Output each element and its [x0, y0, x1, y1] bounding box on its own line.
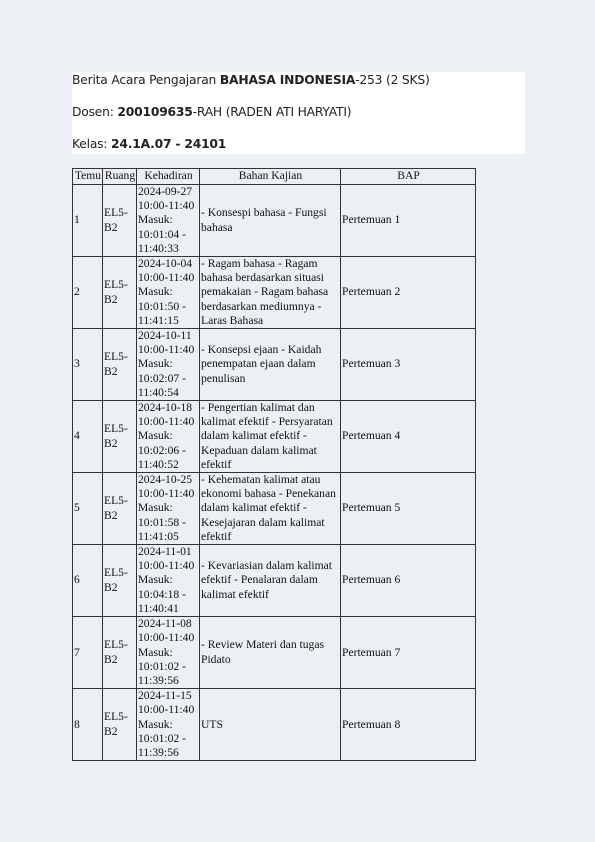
cell-kehadiran	[137, 185, 200, 257]
column-header-ruang: Ruang	[103, 169, 137, 185]
cell-bahan-kajian: - Kehematan kalimat atau ekonomi bahasa - Penekanan dalam kalimat efektif - Kesejajaran dalam kalimat efektif	[200, 473, 341, 545]
attendance-masuk-from: 10:01:02 -	[138, 731, 186, 745]
cell-bap: Pertemuan 7	[341, 617, 476, 689]
cell-ruang: EL5-B2	[103, 401, 137, 473]
cell-temu: 5	[73, 473, 103, 545]
attendance-date: 2024-09-27	[138, 185, 193, 198]
attendance-masuk-to: 11:39:56	[138, 745, 179, 759]
cell-temu: 7	[73, 617, 103, 689]
table-row	[73, 257, 476, 329]
lecturer-label: Dosen:	[72, 105, 118, 119]
cell-bahan-kajian: - Konsepsi ejaan - Kaidah penempatan ejaan dalam penulisan	[200, 329, 341, 401]
attendance-date: 2024-11-01	[138, 545, 192, 559]
attendance-date: 2024-10-11	[138, 329, 192, 343]
cell-ruang: EL5-B2	[103, 545, 137, 617]
cell-temu: 1	[73, 185, 103, 257]
attendance-masuk-from: 10:02:07 -	[138, 371, 186, 385]
cell-ruang: EL5-B2	[103, 689, 137, 761]
attendance-masuk-label: Masuk:	[138, 645, 173, 659]
attendance-date: 2024-10-25	[138, 473, 193, 487]
attendance-date: 2024-11-08	[138, 617, 192, 631]
attendance-date: 2024-10-18	[138, 401, 193, 415]
cell-kehadiran	[137, 473, 200, 545]
cell-bap: Pertemuan 2	[341, 257, 476, 329]
table-row	[73, 401, 476, 473]
cell-kehadiran	[137, 257, 200, 329]
lecturer-name: -RAH (RADEN ATI HARYATI)	[192, 105, 352, 119]
attendance-masuk-to: 11:40:33	[138, 241, 179, 255]
attendance-masuk-from: 10:01:50 -	[138, 299, 186, 313]
cell-bahan-kajian: - Ragam bahasa - Ragam bahasa berdasarkan situasi pemakaian - Ragam bahasa berdasarkan mediumnya - Laras Bahasa	[200, 257, 341, 329]
attendance-masuk-from: 10:01:04 -	[138, 227, 186, 241]
attendance-schedule: 10:00-11:40	[138, 559, 195, 573]
attendance-masuk-label: Masuk:	[138, 573, 173, 587]
course-name: BAHASA INDONESIA	[219, 73, 356, 87]
cell-temu: 8	[73, 689, 103, 761]
attendance-masuk-from: 10:01:58 -	[138, 515, 186, 529]
cell-temu: 4	[73, 401, 103, 473]
cell-bap: Pertemuan 5	[341, 473, 476, 545]
cell-bahan-kajian: - Konsespi bahasa - Fungsi bahasa	[200, 185, 341, 257]
cell-ruang: EL5-B2	[103, 617, 137, 689]
cell-ruang: EL5-B2	[103, 329, 137, 401]
table-row	[73, 617, 476, 689]
attendance-masuk-to: 11:40:41	[138, 601, 179, 615]
column-header-kehadiran: Kehadiran	[137, 169, 200, 185]
cell-ruang: EL5-B2	[103, 185, 137, 257]
attendance-date: 2024-11-15	[138, 689, 192, 703]
attendance-schedule: 10:00-11:40	[138, 271, 195, 285]
column-header-bap: BAP	[341, 169, 476, 185]
attendance-masuk-label: Masuk:	[138, 285, 173, 299]
course-code-credits: -253 (2 SKS)	[355, 73, 430, 87]
attendance-masuk-label: Masuk:	[138, 501, 173, 515]
cell-kehadiran	[137, 545, 200, 617]
cell-bap: Pertemuan 4	[341, 401, 476, 473]
attendance-masuk-from: 10:01:02 -	[138, 659, 186, 673]
cell-bahan-kajian: - Kevariasian dalam kalimat efektif - Penalaran dalam kalimat efektif	[200, 545, 341, 617]
column-header-temu: Temu	[73, 169, 103, 185]
cell-bahan-kajian: - Review Materi dan tugas Pidato	[200, 617, 341, 689]
attendance-table	[72, 168, 476, 761]
cell-temu: 3	[73, 329, 103, 401]
cell-kehadiran	[137, 689, 200, 761]
table-row	[73, 185, 476, 257]
attendance-schedule: 10:00-11:40	[138, 487, 195, 501]
cell-temu: 6	[73, 545, 103, 617]
attendance-masuk-label: Masuk:	[138, 717, 173, 731]
attendance-schedule: 10:00-11:40	[138, 703, 195, 717]
attendance-masuk-to: 11:40:54	[138, 385, 179, 399]
table-row	[73, 473, 476, 545]
class-label: Kelas:	[72, 137, 112, 151]
attendance-date: 2024-10-04	[138, 257, 193, 271]
attendance-schedule: 10:00-11:40	[138, 199, 195, 213]
cell-bap: Pertemuan 3	[341, 329, 476, 401]
attendance-masuk-label: Masuk:	[138, 213, 173, 227]
cell-bahan-kajian: UTS	[200, 689, 341, 761]
cell-ruang: EL5-B2	[103, 473, 137, 545]
attendance-masuk-from: 10:04:18 -	[138, 587, 186, 601]
cell-kehadiran	[137, 617, 200, 689]
attendance-masuk-label: Masuk:	[138, 357, 173, 371]
document-title	[72, 73, 430, 87]
class-line	[72, 137, 226, 151]
title-prefix: Berita Acara Pengajaran	[72, 73, 220, 87]
cell-bap: Pertemuan 1	[341, 185, 476, 257]
table-row	[73, 545, 476, 617]
cell-kehadiran	[137, 401, 200, 473]
table-row	[73, 329, 476, 401]
attendance-masuk-label: Masuk:	[138, 429, 173, 443]
attendance-masuk-from: 10:02:06 -	[138, 443, 186, 457]
lecturer-line	[72, 105, 351, 119]
attendance-masuk-to: 11:41:15	[138, 313, 179, 327]
class-code: 24.1A.07 - 24101	[111, 137, 227, 151]
attendance-schedule: 10:00-11:40	[138, 343, 195, 357]
cell-bap: Pertemuan 8	[341, 689, 476, 761]
lecturer-id: 200109635	[117, 105, 193, 119]
cell-kehadiran	[137, 329, 200, 401]
cell-temu: 2	[73, 257, 103, 329]
attendance-masuk-to: 11:40:52	[138, 457, 179, 471]
column-header-bahan-kajian: Bahan Kajian	[200, 169, 341, 185]
cell-ruang: EL5-B2	[103, 257, 137, 329]
attendance-masuk-to: 11:41:05	[138, 529, 179, 543]
table-header-row	[73, 169, 476, 185]
table-row	[73, 689, 476, 761]
attendance-masuk-to: 11:39:56	[138, 673, 179, 687]
cell-bap: Pertemuan 6	[341, 545, 476, 617]
cell-bahan-kajian: - Pengertian kalimat dan kalimat efektif - Persyaratan dalam kalimat efektif - Kepaduan dalam kalimat efektif	[200, 401, 341, 473]
attendance-schedule: 10:00-11:40	[138, 631, 195, 645]
attendance-schedule: 10:00-11:40	[138, 415, 195, 429]
